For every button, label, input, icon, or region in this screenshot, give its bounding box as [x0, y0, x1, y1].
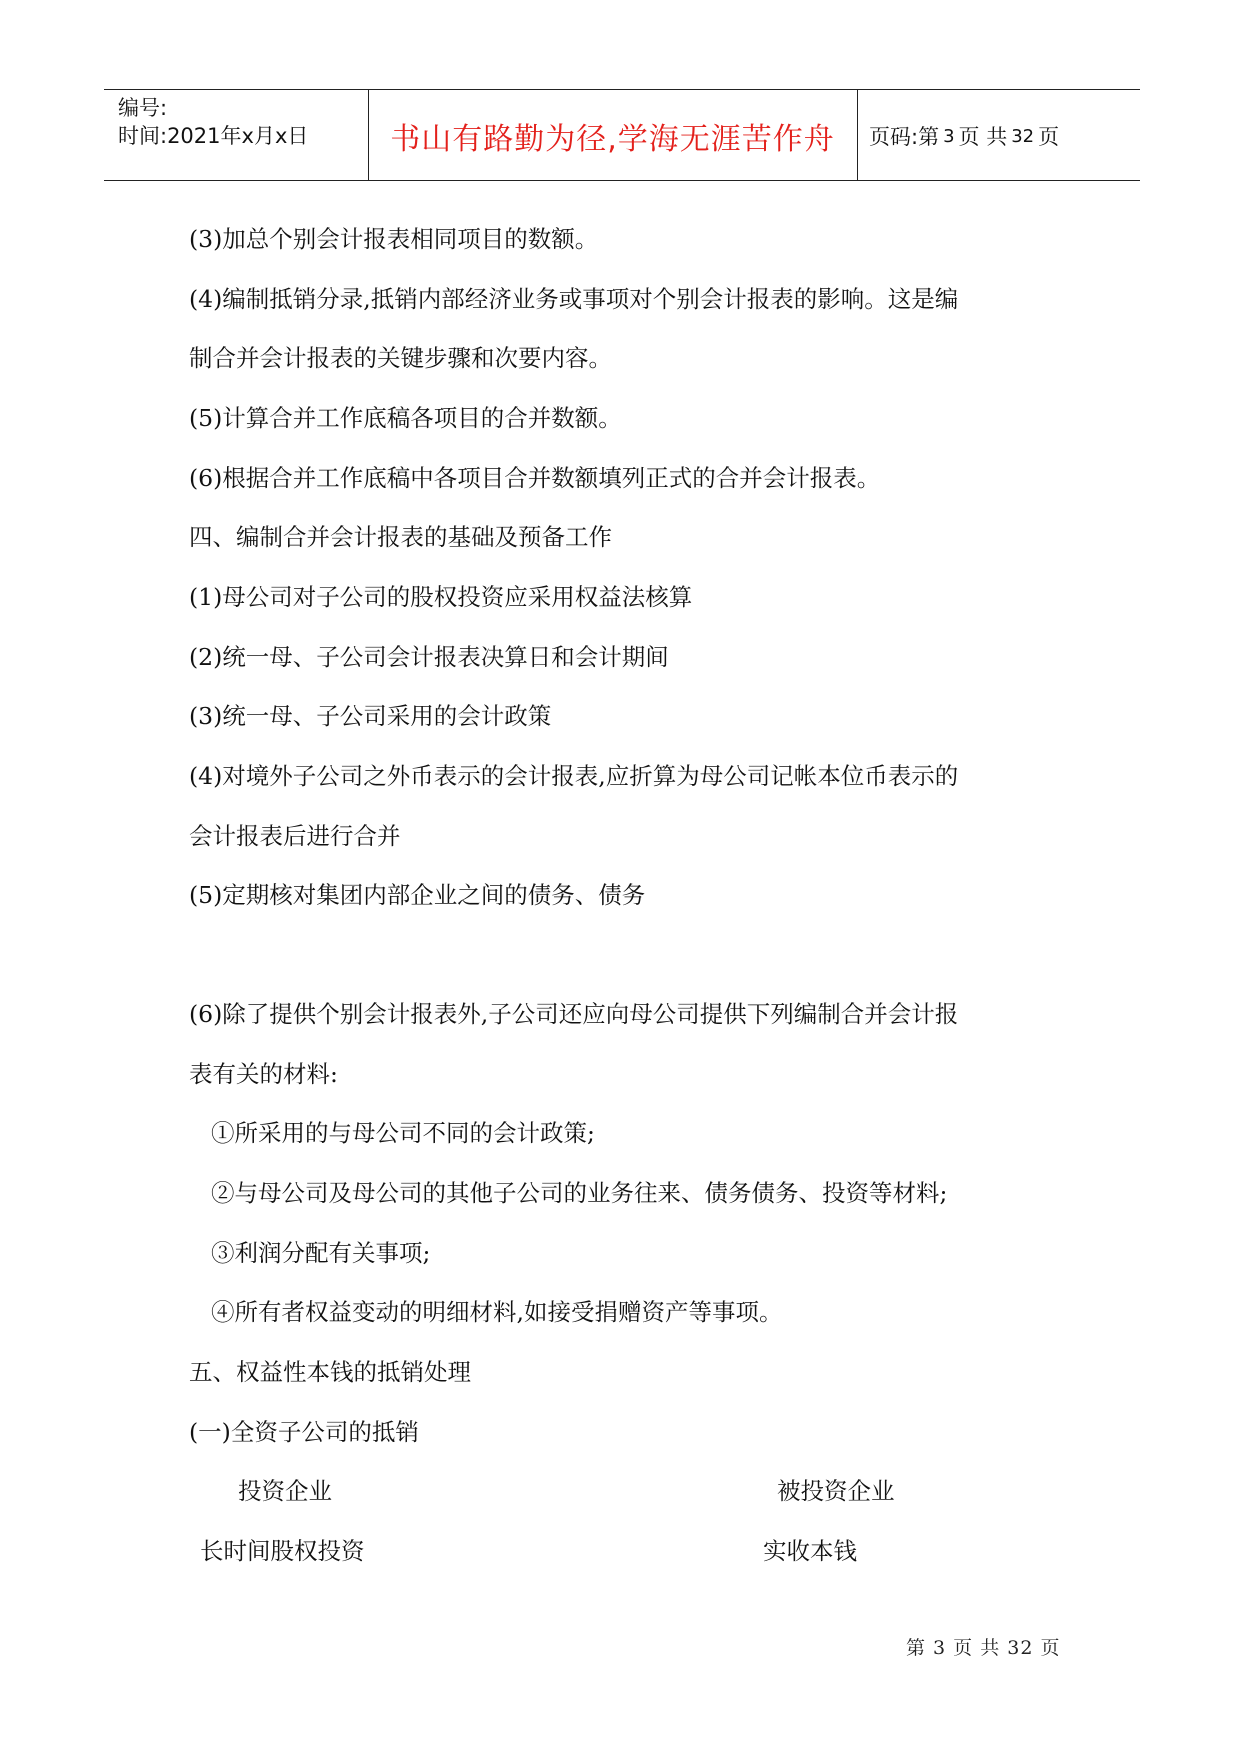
page-footer: 第 3 页 共 32 页 — [906, 1637, 1061, 1659]
paragraph-line: (2)统一母、子公司会计报表决算日和会计期间 — [189, 643, 669, 671]
document-number-label: 编号: — [118, 96, 168, 120]
page-prefix: 页码:第 — [869, 125, 940, 149]
paragraph-line: (6)根据合并工作底稿中各项目合并数额填列正式的合并会计报表。 — [189, 464, 881, 492]
page-current: 3 — [943, 125, 955, 147]
right-column-header: 被投资企业 — [777, 1477, 895, 1505]
paragraph-line: (3)加总个别会计报表相同项目的数额。 — [189, 225, 599, 253]
header-left — [118, 94, 308, 150]
page-mid: 页 共 — [958, 125, 1008, 149]
paragraph-line: 表有关的材料: — [189, 1060, 338, 1088]
paragraph-line: 会计报表后进行合并 — [189, 822, 401, 850]
header-motto: 书山有路勤为径,学海无涯苦作舟 — [390, 122, 835, 157]
paragraph-line: (3)统一母、子公司采用的会计政策 — [189, 702, 552, 730]
paragraph-line: (4)编制抵销分录,抵销内部经济业务或事项对个别会计报表的影响。这是编 — [189, 285, 959, 313]
section-heading: 四、编制合并会计报表的基础及预备工作 — [189, 523, 612, 551]
paragraph-line: (5)定期核对集团内部企业之间的债务、债务 — [189, 881, 646, 909]
left-column-item: 长时间股权投资 — [200, 1537, 365, 1565]
section-heading: 五、权益性本钱的抵销处理 — [189, 1358, 471, 1386]
page-total: 32 — [1011, 125, 1035, 147]
paragraph-line: (1)母公司对子公司的股权投资应采用权益法核算 — [189, 583, 693, 611]
paragraph-line: (5)计算合并工作底稿各项目的合并数额。 — [189, 404, 622, 432]
left-column-header: 投资企业 — [238, 1477, 332, 1505]
right-column-item: 实收本钱 — [763, 1537, 857, 1565]
list-item: ④所有者权益变动的明细材料,如接受捐赠资产等事项。 — [211, 1298, 783, 1326]
header-page-indicator — [869, 90, 1059, 182]
list-item: ②与母公司及母公司的其他子公司的业务往来、债务债务、投资等材料; — [211, 1179, 948, 1207]
header-divider-right — [857, 90, 858, 180]
paragraph-line: 制合并会计报表的关键步骤和次要内容。 — [189, 344, 612, 372]
paragraph-line: (6)除了提供个别会计报表外,子公司还应向母公司提供下列编制合并会计报 — [189, 1000, 959, 1028]
paragraph-line: (4)对境外子公司之外币表示的会计报表,应折算为母公司记帐本位币表示的 — [189, 762, 959, 790]
page-suffix: 页 — [1038, 125, 1060, 149]
page-header — [104, 89, 1140, 181]
list-item: ①所采用的与母公司不同的会计政策; — [211, 1119, 595, 1147]
list-item: ③利润分配有关事项; — [211, 1239, 431, 1267]
subsection-heading: (一)全资子公司的抵销 — [189, 1418, 419, 1446]
document-time-label: 时间:2021年x月x日 — [118, 124, 309, 148]
